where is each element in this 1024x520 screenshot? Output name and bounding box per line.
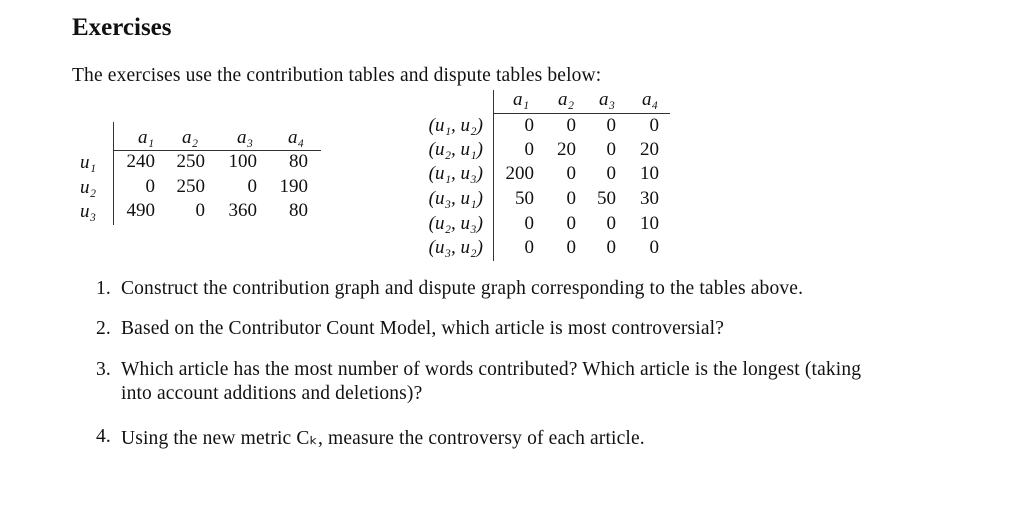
- column-header: a₃: [598, 89, 616, 110]
- table-cell: 190: [279, 176, 308, 197]
- question-text: Which article has the most number of words contributed? Which article is the longest (taking: [121, 359, 862, 380]
- table-cell: 10: [640, 163, 659, 184]
- question-number: 1.: [96, 278, 111, 299]
- table-cell: 0: [524, 139, 534, 160]
- column-header: a₄: [641, 89, 659, 110]
- row-label: u₁: [80, 152, 97, 173]
- table-cell: 0: [566, 115, 576, 136]
- table-cell: 240: [126, 151, 155, 172]
- table-cell: 360: [228, 200, 257, 221]
- table-cell: 0: [606, 139, 616, 160]
- question-number: 3.: [96, 359, 111, 380]
- table-cell: 0: [606, 115, 616, 136]
- intro-text: The exercises use the contribution tables and dispute tables below:: [72, 65, 602, 86]
- question-text: Using the new metric Cₖ, measure the controversy of each article.: [121, 428, 645, 449]
- question-text: Based on the Contributor Count Model, which article is most controversial?: [121, 318, 725, 339]
- table-cell: 0: [649, 237, 659, 258]
- column-header: a₂: [557, 89, 575, 110]
- table-cell: 10: [640, 213, 659, 234]
- table-cell: 200: [505, 163, 534, 184]
- row-label: u₃: [80, 201, 97, 222]
- question-number: 2.: [96, 318, 111, 339]
- row-label: (u₂, u₃): [428, 213, 483, 234]
- row-label: u₂: [80, 177, 97, 198]
- column-header: a₄: [287, 127, 305, 148]
- column-header: a₁: [512, 89, 530, 110]
- row-label: (u₁, u₂): [428, 115, 483, 136]
- table-cell: 0: [606, 213, 616, 234]
- table-cell: 0: [606, 237, 616, 258]
- table-cell: 0: [566, 213, 576, 234]
- table-horizontal-rule: [493, 113, 670, 114]
- table-cell: 0: [524, 213, 534, 234]
- table-cell: 0: [247, 176, 257, 197]
- table-cell: 50: [515, 188, 534, 209]
- table-cell: 80: [289, 200, 308, 221]
- table-cell: 0: [566, 237, 576, 258]
- table-cell: 250: [176, 151, 205, 172]
- table-cell: 0: [145, 176, 155, 197]
- table-cell: 50: [597, 188, 616, 209]
- table-cell: 0: [566, 188, 576, 209]
- table-cell: 250: [176, 176, 205, 197]
- question-number: 4.: [96, 426, 111, 447]
- page-title: Exercises: [72, 14, 172, 41]
- table-cell: 0: [649, 115, 659, 136]
- row-label: (u₃, u₁): [428, 188, 483, 209]
- table-cell: 490: [126, 200, 155, 221]
- column-header: a₁: [137, 127, 155, 148]
- table-cell: 0: [606, 163, 616, 184]
- question-text: into account additions and deletions)?: [121, 383, 423, 404]
- row-label: (u₃, u₂): [428, 237, 483, 258]
- table-cell: 0: [524, 115, 534, 136]
- table-cell: 20: [557, 139, 576, 160]
- table-cell: 80: [289, 151, 308, 172]
- column-header: a₃: [236, 127, 254, 148]
- row-label: (u₁, u₃): [428, 163, 483, 184]
- question-text: Construct the contribution graph and dispute graph corresponding to the tables above.: [121, 278, 804, 299]
- table-cell: 100: [228, 151, 257, 172]
- table-cell: 0: [566, 163, 576, 184]
- table-cell: 30: [640, 188, 659, 209]
- table-cell: 0: [195, 200, 205, 221]
- table-cell: 20: [640, 139, 659, 160]
- column-header: a₂: [181, 127, 199, 148]
- row-label: (u₂, u₁): [428, 139, 483, 160]
- table-cell: 0: [524, 237, 534, 258]
